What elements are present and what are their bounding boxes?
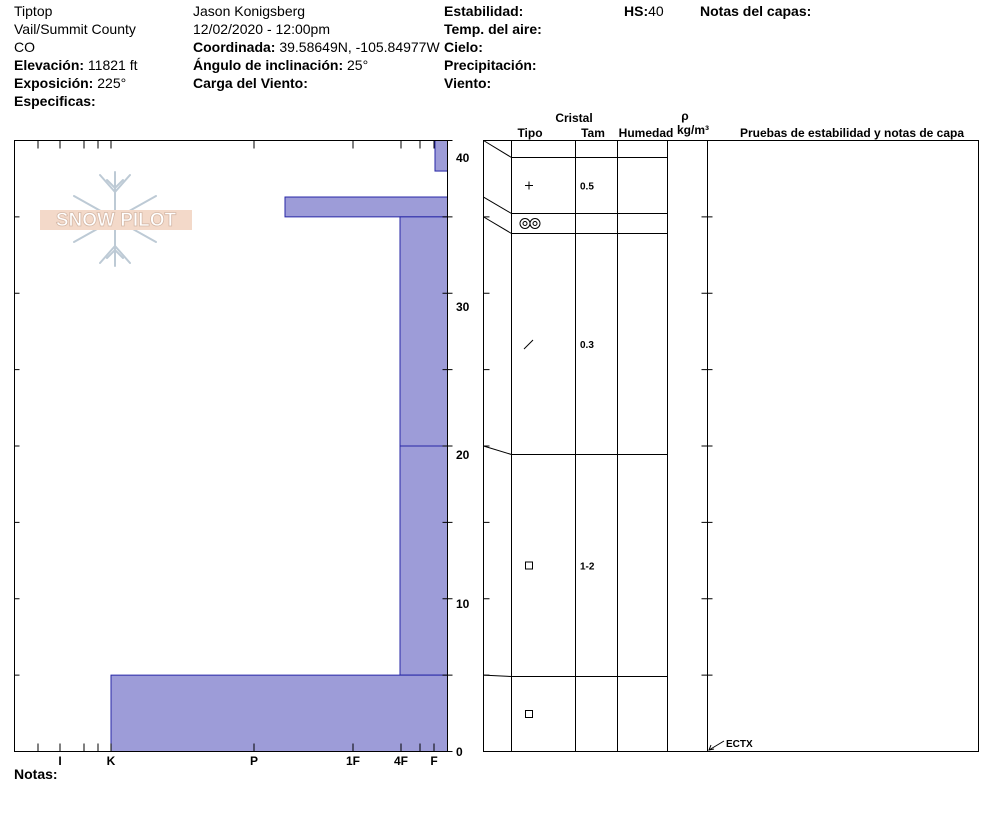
tests-header: Pruebas de estabilidad y notas de capa (739, 126, 965, 140)
double-circle-icon (520, 219, 540, 229)
notes-label: Notas: (14, 766, 58, 782)
crystal-size: 0.3 (580, 340, 594, 351)
logo-text: SNOW PILOT (55, 210, 177, 231)
type-header: Tipo (517, 126, 543, 140)
axis-ticks (15, 141, 713, 752)
sky-label: Cielo: (444, 39, 483, 55)
hardness-bar (400, 217, 448, 446)
layer-connector (484, 675, 512, 676)
depth-label-40: 40 (456, 151, 470, 165)
observation-datetime: 12/02/2020 - 12:00pm (193, 21, 330, 37)
air-temp-label: Temp. del aire: (444, 21, 542, 37)
location-name: Tiptop (14, 3, 53, 19)
precipitation-label: Precipitación: (444, 57, 537, 73)
stability-label: Estabilidad: (444, 3, 524, 19)
hardness-label-1f: 1F (345, 754, 361, 768)
depth-label-30: 30 (456, 300, 470, 314)
moisture-header: Humedad (618, 126, 674, 140)
state-name: CO (14, 39, 35, 55)
depth-axis-labels (456, 151, 470, 759)
crystal-header: Cristal (555, 111, 593, 125)
hs-label: HS: (624, 3, 649, 19)
crystal-size: 1-2 (580, 561, 595, 573)
slash-icon (524, 340, 533, 349)
depth-label-0: 0 (456, 745, 463, 759)
aspect-value: 225° (97, 75, 127, 91)
hardness-bar (285, 197, 448, 217)
ectx-test-marker (709, 739, 753, 750)
layer-connector (484, 197, 512, 213)
square-icon (526, 562, 533, 569)
crystal-size: 0.5 (580, 181, 594, 193)
specifics-label: Especificas: (14, 93, 96, 109)
coordinate-value: 39.58649N, -105.84977W (279, 39, 440, 55)
hardness-label-i: I (58, 754, 62, 768)
density-unit: kg/m³ (676, 123, 710, 137)
hs-value: 40 (648, 3, 664, 19)
wind-label: Viento: (444, 75, 492, 91)
aspect-label: Exposición: (14, 75, 94, 91)
observer-name: Jason Konigsberg (193, 3, 306, 19)
wind-load-label: Carga del Viento: (193, 75, 308, 91)
hardness-bars (111, 141, 448, 752)
hardness-label-4f: 4F (393, 754, 409, 768)
hardness-label-k: K (106, 754, 116, 768)
coordinate-label: Coordinada: (193, 39, 276, 55)
layer-notes-label: Notas del capas: (700, 3, 812, 19)
size-header: Tam (581, 126, 605, 140)
hardness-label-p: P (249, 754, 259, 768)
elevation-label: Elevación: (14, 57, 85, 73)
elevation-value: 11821 ft (87, 57, 138, 73)
slope-value: 25° (347, 57, 369, 73)
density-symbol: ρ (681, 109, 689, 123)
ectx-label: ECTX (726, 739, 753, 750)
slope-label: Ángulo de inclinación: (193, 57, 344, 73)
plus-icon (525, 182, 533, 190)
hardness-plot-frame (15, 141, 448, 752)
hardness-bar (400, 446, 448, 675)
layer-connector (484, 217, 512, 234)
region-name: Vail/Summit County (14, 21, 136, 37)
hardness-bar (435, 141, 448, 172)
layer-connector (484, 141, 512, 158)
snowpilot-logo (40, 172, 192, 266)
layer-table (484, 141, 979, 752)
hardness-label-f: F (430, 754, 438, 768)
layer-connector (484, 446, 512, 455)
hardness-bar (111, 675, 448, 751)
depth-label-10: 10 (456, 597, 470, 611)
depth-label-20: 20 (456, 448, 470, 462)
square-icon (526, 711, 533, 718)
